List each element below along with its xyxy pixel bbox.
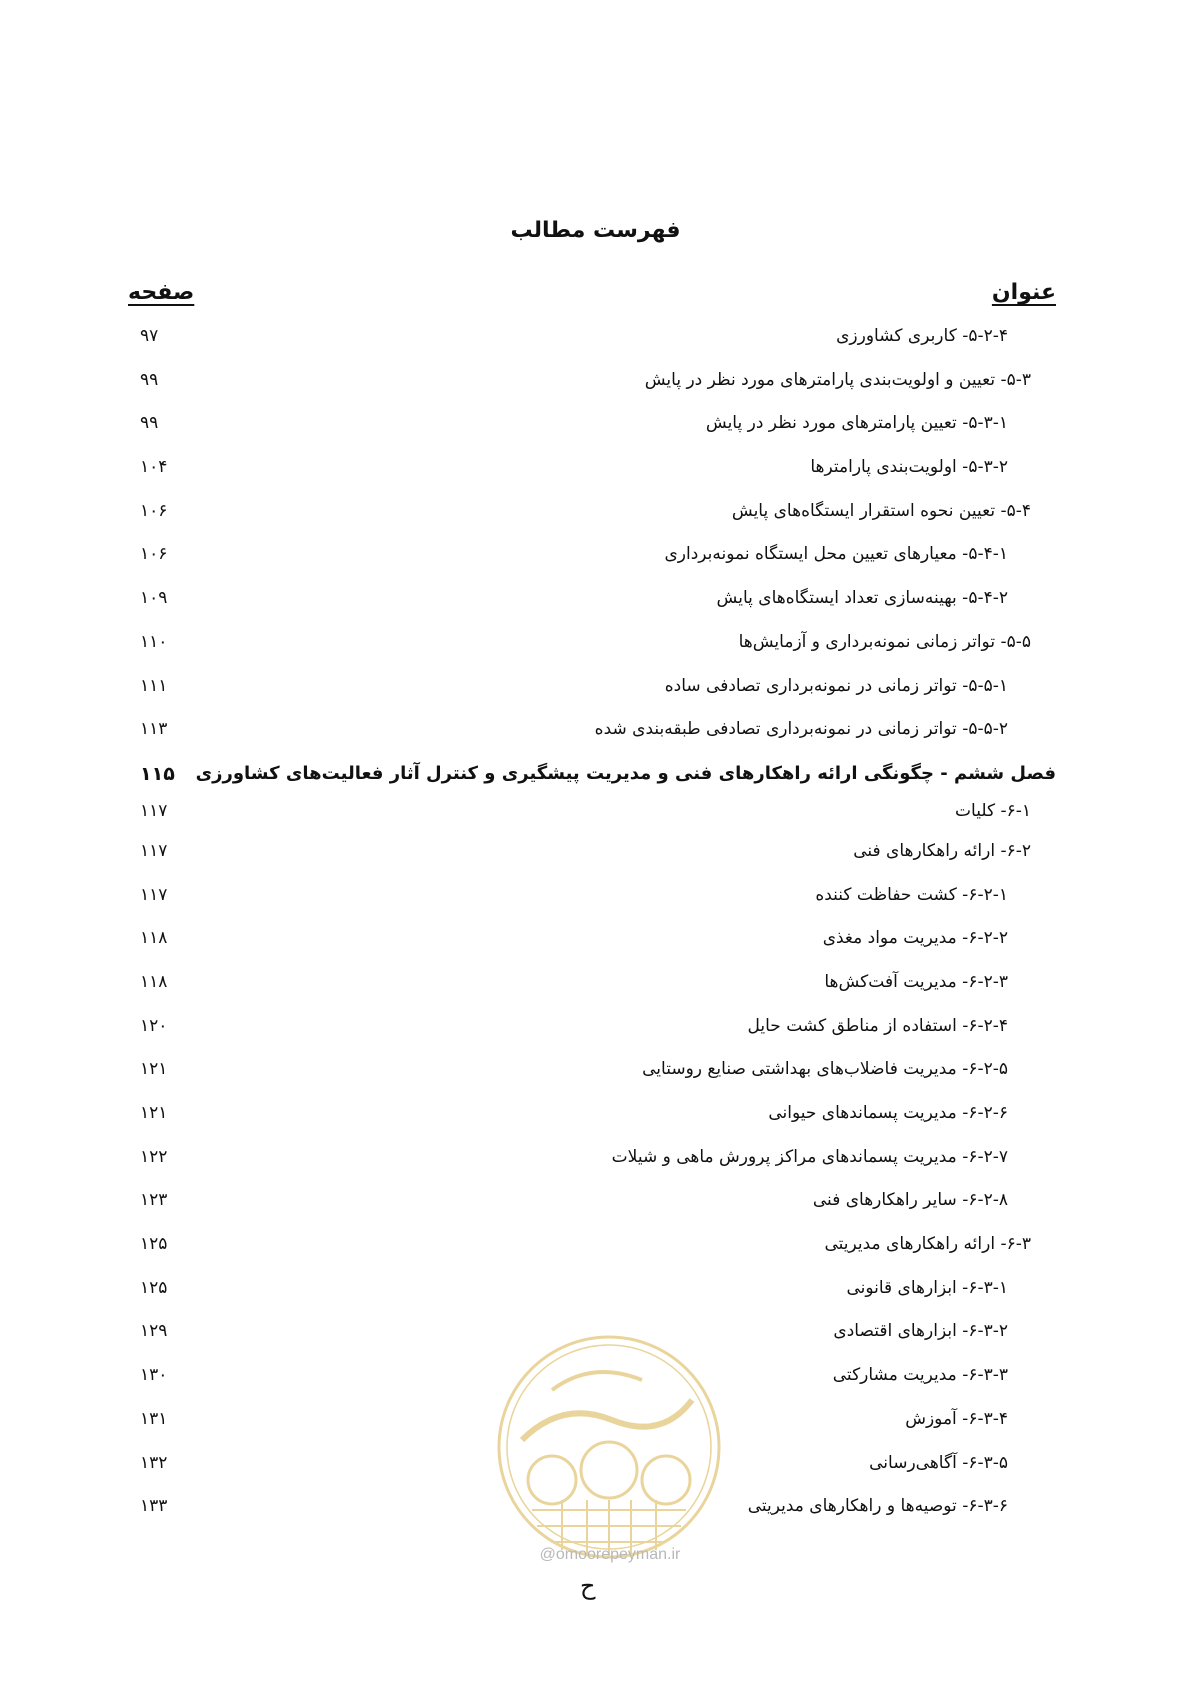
- toc-entry-page: ۱۱۸: [140, 928, 168, 949]
- toc-entry-title: ۵-۳-۲- اولویت‌بندی پارامترها: [810, 457, 1008, 478]
- toc-entry[interactable]: [0, 881, 1191, 925]
- toc-entry-title: ۶-۲- ارائه راهکارهای فنی: [853, 840, 1031, 861]
- toc-entry-title: ۶-۳-۲- ابزارهای اقتصادی: [833, 1321, 1008, 1342]
- toc-entry-title: ۶-۳-۱- ابزارهای قانونی: [846, 1277, 1008, 1298]
- toc-entry-page: ۱۱۷: [140, 884, 168, 905]
- toc-entry-page: ۱۳۳: [140, 1496, 168, 1517]
- toc-entry[interactable]: [0, 1055, 1191, 1099]
- toc-entry-title: ۶-۲-۲- مدیریت مواد مغذی: [822, 928, 1008, 949]
- toc-entry[interactable]: [0, 584, 1191, 628]
- toc-entry-page: ۱۰۶: [140, 500, 168, 521]
- toc-entry[interactable]: [0, 759, 1191, 797]
- toc-entry[interactable]: [0, 409, 1191, 453]
- toc-entry-title: ۶-۳- ارائه راهکارهای مدیریتی: [824, 1234, 1031, 1255]
- toc-entry-title: ۵-۳-۱- تعیین پارامترهای مورد نظر در پایش: [705, 413, 1008, 434]
- toc-entry-title: ۵-۴-۱- معیارهای تعیین محل ایستگاه نمونه‌برداری: [664, 544, 1008, 565]
- toc-entry-page: ۱۲۳: [140, 1190, 168, 1211]
- toc-entry-title: ۶-۲-۱- کشت حفاظت کننده: [815, 884, 1008, 905]
- toc-entry-page: ۱۲۰: [140, 1015, 168, 1036]
- toc-entry-title: ۶-۲-۴- استفاده از مناطق کشت حایل: [747, 1015, 1008, 1036]
- watermark-url: @omoorepeyman.ir: [539, 1546, 681, 1563]
- toc-entry-title: ۶-۲-۸- سایر راهکارهای فنی: [812, 1190, 1008, 1211]
- toc-entry[interactable]: [0, 1186, 1191, 1230]
- toc-entry-page: ۱۱۵: [140, 762, 175, 785]
- toc-entry-page: ۱۰۶: [140, 544, 168, 565]
- toc-entry[interactable]: [0, 1099, 1191, 1143]
- toc-entry[interactable]: [0, 628, 1191, 672]
- toc-entry-page: ۹۷: [140, 326, 159, 346]
- toc-entry-title: ۶-۲-۳- مدیریت آفت‌کش‌ها: [824, 971, 1008, 992]
- toc-entry-title: ۵-۴-۲- بهینه‌سازی تعداد ایستگاه‌های پایش: [716, 588, 1008, 609]
- toc-entry-page: ۱۱۷: [140, 800, 168, 821]
- toc-entry-title: ۶-۱- کلیات: [955, 800, 1031, 821]
- toc-entry-page: ۱۰۹: [140, 588, 168, 609]
- toc-entry[interactable]: [0, 672, 1191, 716]
- toc-entry-title: ۵-۵-۱- تواتر زمانی در نمونه‌برداری تصادفی ساده: [664, 675, 1008, 696]
- toc-entry[interactable]: [0, 322, 1191, 366]
- toc-entry-page: ۹۹: [140, 369, 159, 390]
- toc-entry-page: ۱۳۱: [140, 1408, 168, 1429]
- toc-entry-page: ۱۱۱: [140, 675, 168, 696]
- toc-entry[interactable]: [0, 924, 1191, 968]
- toc-entry-title: ۵-۲-۴- کاربری کشاورزی: [836, 326, 1008, 346]
- toc-entry-page: ۱۱۸: [140, 971, 168, 992]
- toc-entry[interactable]: [0, 968, 1191, 1012]
- toc-entry-title: ۶-۳-۶- توصیه‌ها و راهکارهای مدیریتی: [747, 1496, 1008, 1517]
- toc-entry[interactable]: [0, 1274, 1191, 1318]
- page-number: ح: [580, 1572, 596, 1600]
- toc-entry-page: ۱۳۲: [140, 1452, 168, 1473]
- toc-entry-title: ۶-۳-۳- مدیریت مشارکتی: [832, 1365, 1008, 1386]
- toc-entry[interactable]: [0, 1230, 1191, 1274]
- toc-entry-page: ۱۱۷: [140, 840, 168, 861]
- toc-entry[interactable]: [0, 497, 1191, 541]
- toc-entry-page: ۹۹: [140, 413, 159, 434]
- toc-entry-page: ۱۲۹: [140, 1321, 168, 1342]
- toc-entry-page: ۱۱۳: [140, 719, 168, 740]
- toc-entry-title: ۵-۳- تعیین و اولویت‌بندی پارامترهای مورد نظر در پایش: [644, 369, 1031, 390]
- toc-entry-page: ۱۰۴: [140, 457, 168, 478]
- column-header-title: عنوان: [991, 280, 1056, 305]
- toc-entry[interactable]: [0, 715, 1191, 759]
- toc-entry-page: ۱۲۱: [140, 1059, 168, 1080]
- toc-entry-title: ۶-۲-۵- مدیریت فاضلاب‌های بهداشتی صنایع روستایی: [642, 1059, 1008, 1080]
- toc-entry-page: ۱۳۰: [140, 1365, 168, 1386]
- toc-entry-title: ۶-۲-۷- مدیریت پسماندهای مراکز پرورش ماهی و شیلات: [611, 1146, 1008, 1167]
- toc-entry-page: ۱۲۱: [140, 1103, 168, 1123]
- toc-entry[interactable]: [0, 1012, 1191, 1056]
- toc-entry-page: ۱۲۵: [140, 1277, 168, 1298]
- toc-entry[interactable]: [0, 797, 1191, 837]
- toc-entry[interactable]: [0, 366, 1191, 410]
- toc-title: فهرست مطالب: [510, 218, 681, 243]
- toc-entry[interactable]: [0, 837, 1191, 881]
- watermark-logo-icon: [492, 1330, 726, 1564]
- toc-entry[interactable]: [0, 453, 1191, 497]
- toc-entry-title: فصل ششم - چگونگی ارائه راهکارهای فنی و مدیریت پیشگیری و کنترل آثار فعالیت‌های کشاورزی: [195, 762, 1056, 784]
- toc-entry-page: ۱۱۰: [140, 631, 168, 652]
- column-header-page: صفحه: [128, 280, 195, 305]
- toc-entry[interactable]: [0, 1143, 1191, 1187]
- toc-entry-title: ۶-۳-۴- آموزش: [905, 1408, 1008, 1429]
- toc-entry-title: ۵-۴- تعیین نحوه استقرار ایستگاه‌های پایش: [731, 500, 1031, 521]
- toc-entry-title: ۶-۳-۵- آگاهی‌رسانی: [869, 1452, 1008, 1473]
- toc-entry-title: ۵-۵- تواتر زمانی نمونه‌برداری و آزمایش‌ها: [738, 631, 1031, 652]
- toc-entry-page: ۱۲۲: [140, 1146, 168, 1167]
- toc-entry-title: ۶-۲-۶- مدیریت پسماندهای حیوانی: [768, 1103, 1008, 1123]
- toc-entry-title: ۵-۵-۲- تواتر زمانی در نمونه‌برداری تصادفی طبقه‌بندی شده: [594, 719, 1008, 740]
- toc-entry-page: ۱۲۵: [140, 1234, 168, 1255]
- toc-entry[interactable]: [0, 540, 1191, 584]
